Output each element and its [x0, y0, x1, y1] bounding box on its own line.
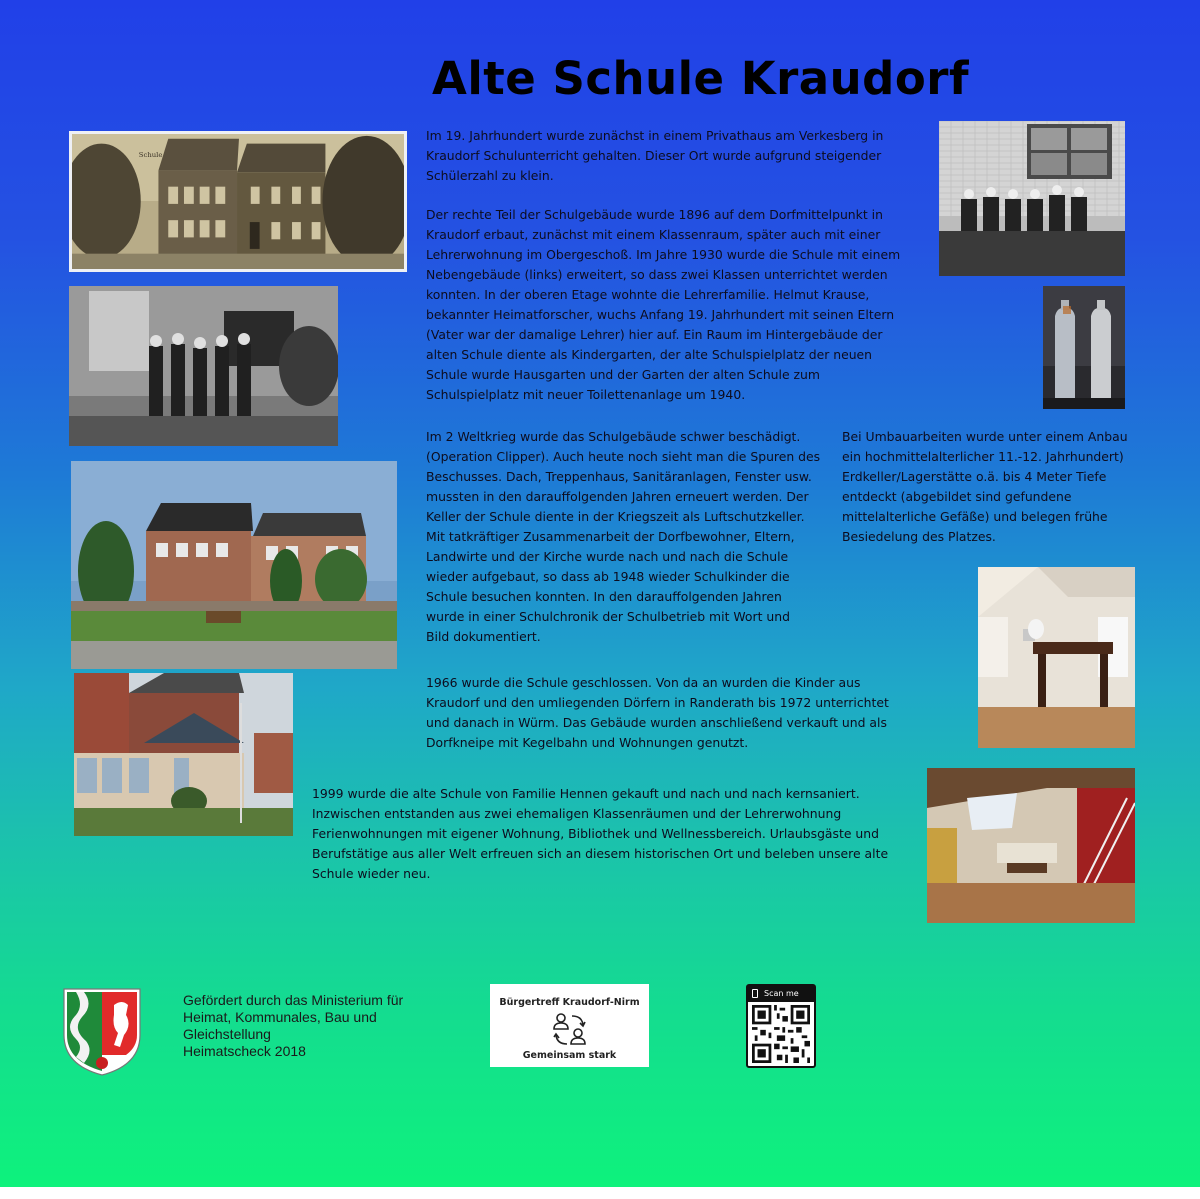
text-line: Landwirte und der Kirche wurde nach und nach die Schule	[426, 549, 789, 564]
paragraph-school-building	[426, 205, 926, 405]
text-line: Bei Umbauarbeiten wurde unter einem Anbau	[842, 429, 1128, 444]
text-line: Kraudorf und den umliegenden Dörfern in Randerath bis 1972 unterrichtet	[426, 695, 889, 710]
photo-children-outside	[939, 121, 1125, 276]
text-line: mittelalterliche Gefäße) und belegen frühe	[842, 509, 1108, 524]
text-line: Im 2 Weltkrieg wurde das Schulgebäude schwer beschädigt.	[426, 429, 801, 444]
text-line: Der rechte Teil der Schulgebäude wurde 1896 auf dem Dorfmittelpunkt in	[426, 207, 883, 222]
text-line: (Vater war der damalige Lehrer) hier auf. Ein Raum im Hintergebäude der	[426, 327, 883, 342]
text-line: Ferienwohnungen mit eigener Wohnung, Bibliothek und Wellnessbereich. Urlaubsgäste und	[312, 826, 879, 841]
photo-children-classroom	[69, 286, 338, 446]
funding-line: Gefördert durch das Ministerium für	[183, 992, 404, 1008]
text-line: ein hochmittelalterlicher 11.-12. Jahrhundert)	[842, 449, 1124, 464]
text-line: Beschusses. Dach, Treppenhaus, Sanitäranlagen, Fenster usw.	[426, 469, 812, 484]
photo-old-school-postcard	[69, 131, 407, 272]
text-line: Nebengebäude (links) erweitert, so dass zwei Klassen unterrichtet werden	[426, 267, 888, 282]
text-line: Schülerzahl zu klein.	[426, 168, 554, 183]
text-line: wieder aufgebaut, so dass ab 1948 wieder Schulkinder die	[426, 569, 790, 584]
phone-icon	[752, 989, 758, 998]
text-line: alten Schule diente als Kindergarten, der alte Schulspielplatz der neuen	[426, 347, 873, 362]
text-line: Mit tatkräftiger Zusammenarbeit der Dorfbewohner, Eltern,	[426, 529, 795, 544]
paragraph-world-war	[426, 427, 836, 647]
nrw-coat-of-arms-icon	[62, 985, 142, 1077]
photo-school-building-color	[71, 461, 397, 669]
photo-medieval-vessels	[1043, 286, 1125, 409]
text-line: Erdkeller/Lagerstätte o.ä. bis 4 Meter Tiefe	[842, 469, 1107, 484]
buergertreff-title: Bürgertreff Kraudorf-Nirm	[499, 997, 640, 1008]
paragraph-history-intro	[426, 126, 926, 186]
text-line: wurde in einer Schulchronik der Schulbetrieb mit Wort und	[426, 609, 790, 624]
people-exchange-icon	[550, 1011, 590, 1049]
text-line: Dorfkneipe mit Kegelbahn und Wohnungen genutzt.	[426, 735, 749, 750]
paragraph-closure	[426, 673, 926, 753]
text-line: mussten in den darauffolgenden Jahren erneuert werden. Der	[426, 489, 809, 504]
page-title: Alte Schule Kraudorf	[432, 52, 970, 105]
paragraph-medieval-finds	[842, 427, 1142, 547]
text-line: Bild dokumentiert.	[426, 629, 541, 644]
qr-header	[748, 986, 814, 1002]
photo-renovated-building	[74, 673, 293, 836]
text-line: (Operation Clipper). Auch heute noch sieht man die Spuren des	[426, 449, 821, 464]
postcard-label: Schule	[138, 151, 163, 159]
text-line: Schule wurde Hausgarten und der Garten der alten Schule zum	[426, 367, 820, 382]
buergertreff-logo	[490, 984, 649, 1067]
text-line: 1999 wurde die alte Schule von Familie Hennen gekauft und nach und nach kernsaniert.	[312, 786, 860, 801]
photo-interior-desk	[978, 567, 1135, 748]
text-line: Schulspielplatz mit neuer Toilettenanlage um 1940.	[426, 387, 746, 402]
funding-line: Heimat, Kommunales, Bau und	[183, 1009, 377, 1025]
text-line: Berufstätige aus aller Welt erfreuen sich an diesem historischen Ort und beleben unsere alte	[312, 846, 889, 861]
text-line: 1966 wurde die Schule geschlossen. Von da an wurden die Kinder aus	[426, 675, 861, 690]
buergertreff-slogan: Gemeinsam stark	[522, 1050, 617, 1061]
text-line: konnten. In der oberen Etage wohnte die Lehrerfamilie. Helmut Krause,	[426, 287, 870, 302]
qr-label: Scan me	[764, 989, 799, 998]
text-line: Inzwischen entstanden aus zwei ehemaligen Klassenräumen und der Lehrerwohnung	[312, 806, 842, 821]
funding-line: Heimatscheck 2018	[183, 1043, 306, 1059]
text-line: bekannter Heimatforscher, wuchs Anfang 19. Jahrhundert mit seinen Eltern	[426, 307, 895, 322]
text-line: Schule besuchen konnten. In den darauffolgenden Jahren	[426, 589, 782, 604]
text-line: Kraudorf erbaut, zunächst mit einem Klassenraum, später auch mit einer	[426, 227, 881, 242]
text-line: Kraudorf Schulunterricht gehalten. Dieser Ort wurde aufgrund steigender	[426, 148, 882, 163]
text-line: Besiedelung des Platzes.	[842, 529, 996, 544]
paragraph-renovation	[312, 784, 927, 884]
qr-code[interactable]	[746, 984, 816, 1068]
text-line: entdeckt (abgebildet sind gefundene	[842, 489, 1072, 504]
text-line: Keller der Schule diente in der Kriegszeit als Luftschutzkeller.	[426, 509, 805, 524]
qr-pattern	[752, 1005, 810, 1063]
text-line: Lehrerwohnung im Obergeschoß. Im Jahre 1930 wurde die Schule mit einem	[426, 247, 901, 262]
text-line: Schule wieder neu.	[312, 866, 431, 881]
photo-loft-living-room	[927, 768, 1135, 923]
text-line: und danach in Würm. Das Gebäude wurden anschließend verkauft und als	[426, 715, 887, 730]
text-line: Im 19. Jahrhundert wurde zunächst in einem Privathaus am Verkesberg in	[426, 128, 884, 143]
funding-line: Gleichstellung	[183, 1026, 271, 1042]
funding-notice	[183, 992, 403, 1060]
